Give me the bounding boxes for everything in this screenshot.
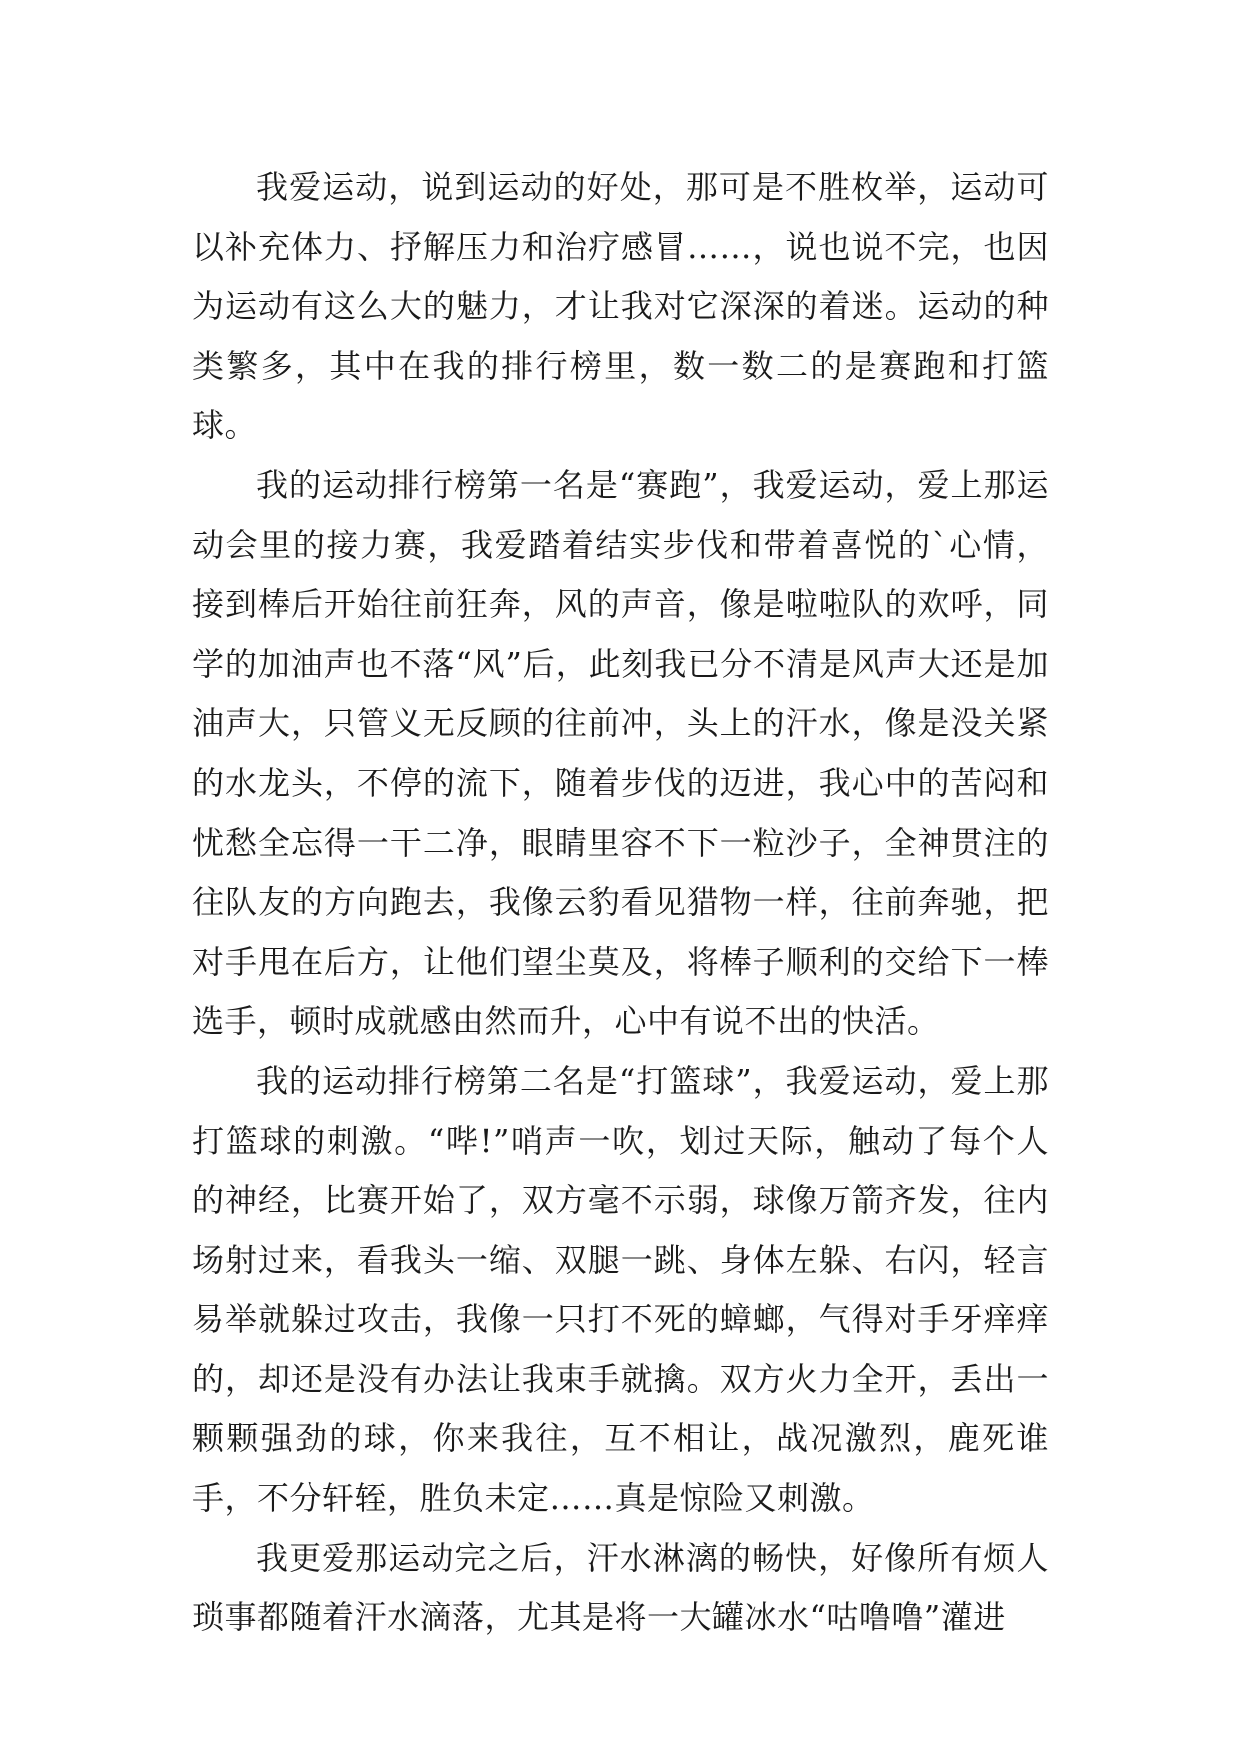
paragraph-3: 我的运动排行榜第二名是“打篮球”，我爱运动，爱上那打篮球的刺激。“哔!”哨声一吹，划过天际，触动了每个人的神经，比赛开始了，双方毫不示弱，球像万箭齐发，往内场射过来，看我头一缩、双腿一跳、身体左躲、右闪，轻言易举就躲过攻击，我像一只打不死的蟑螂，气得对手牙痒痒的，却还是没有办法让我束手就擒。双方火力全开，丢出一颗颗强劲的球，你来我往，互不相让，战况激烈，鹿死谁手，不分轩轾，胜负未定……真是惊险又刺激。 [192,1061,1049,1518]
paragraph-4: 我更爱那运动完之后，汗水淋漓的畅快，好像所有烦人琐事都随着汗水滴落，尤其是将一大罐冰水“咕噜噜”灌进 [192,1538,1049,1637]
paragraph-2: 我的运动排行榜第一名是“赛跑”，我爱运动，爱上那运动会里的接力赛，我爱踏着结实步伐和带着喜悦的`心情，接到棒后开始往前狂奔，风的声音，像是啦啦队的欢呼，同学的加油声也不落“风”后，此刻我已分不清是风声大还是加油声大，只管义无反顾的往前冲，头上的汗水，像是没关紧的水龙头，不停的流下，随着步伐的迈进，我心中的苦闷和忧愁全忘得一干二净，眼睛里容不下一粒沙子，全神贯注的往队友的方向跑去，我像云豹看见猎物一样，往前奔驰，把对手甩在后方，让他们望尘莫及，将棒子顺利的交给下一棒选手，顿时成就感由然而升，心中有说不出的快活。 [192,465,1049,1041]
document-body [192,158,1049,1648]
paragraph-1: 我爱运动，说到运动的好处，那可是不胜枚举，运动可以补充体力、抒解压力和治疗感冒……，说也说不完，也因为运动有这么大的魅力，才让我对它深深的着迷。运动的种类繁多，其中在我的排行榜里，数一数二的是赛跑和打篮球。 [192,168,1049,445]
